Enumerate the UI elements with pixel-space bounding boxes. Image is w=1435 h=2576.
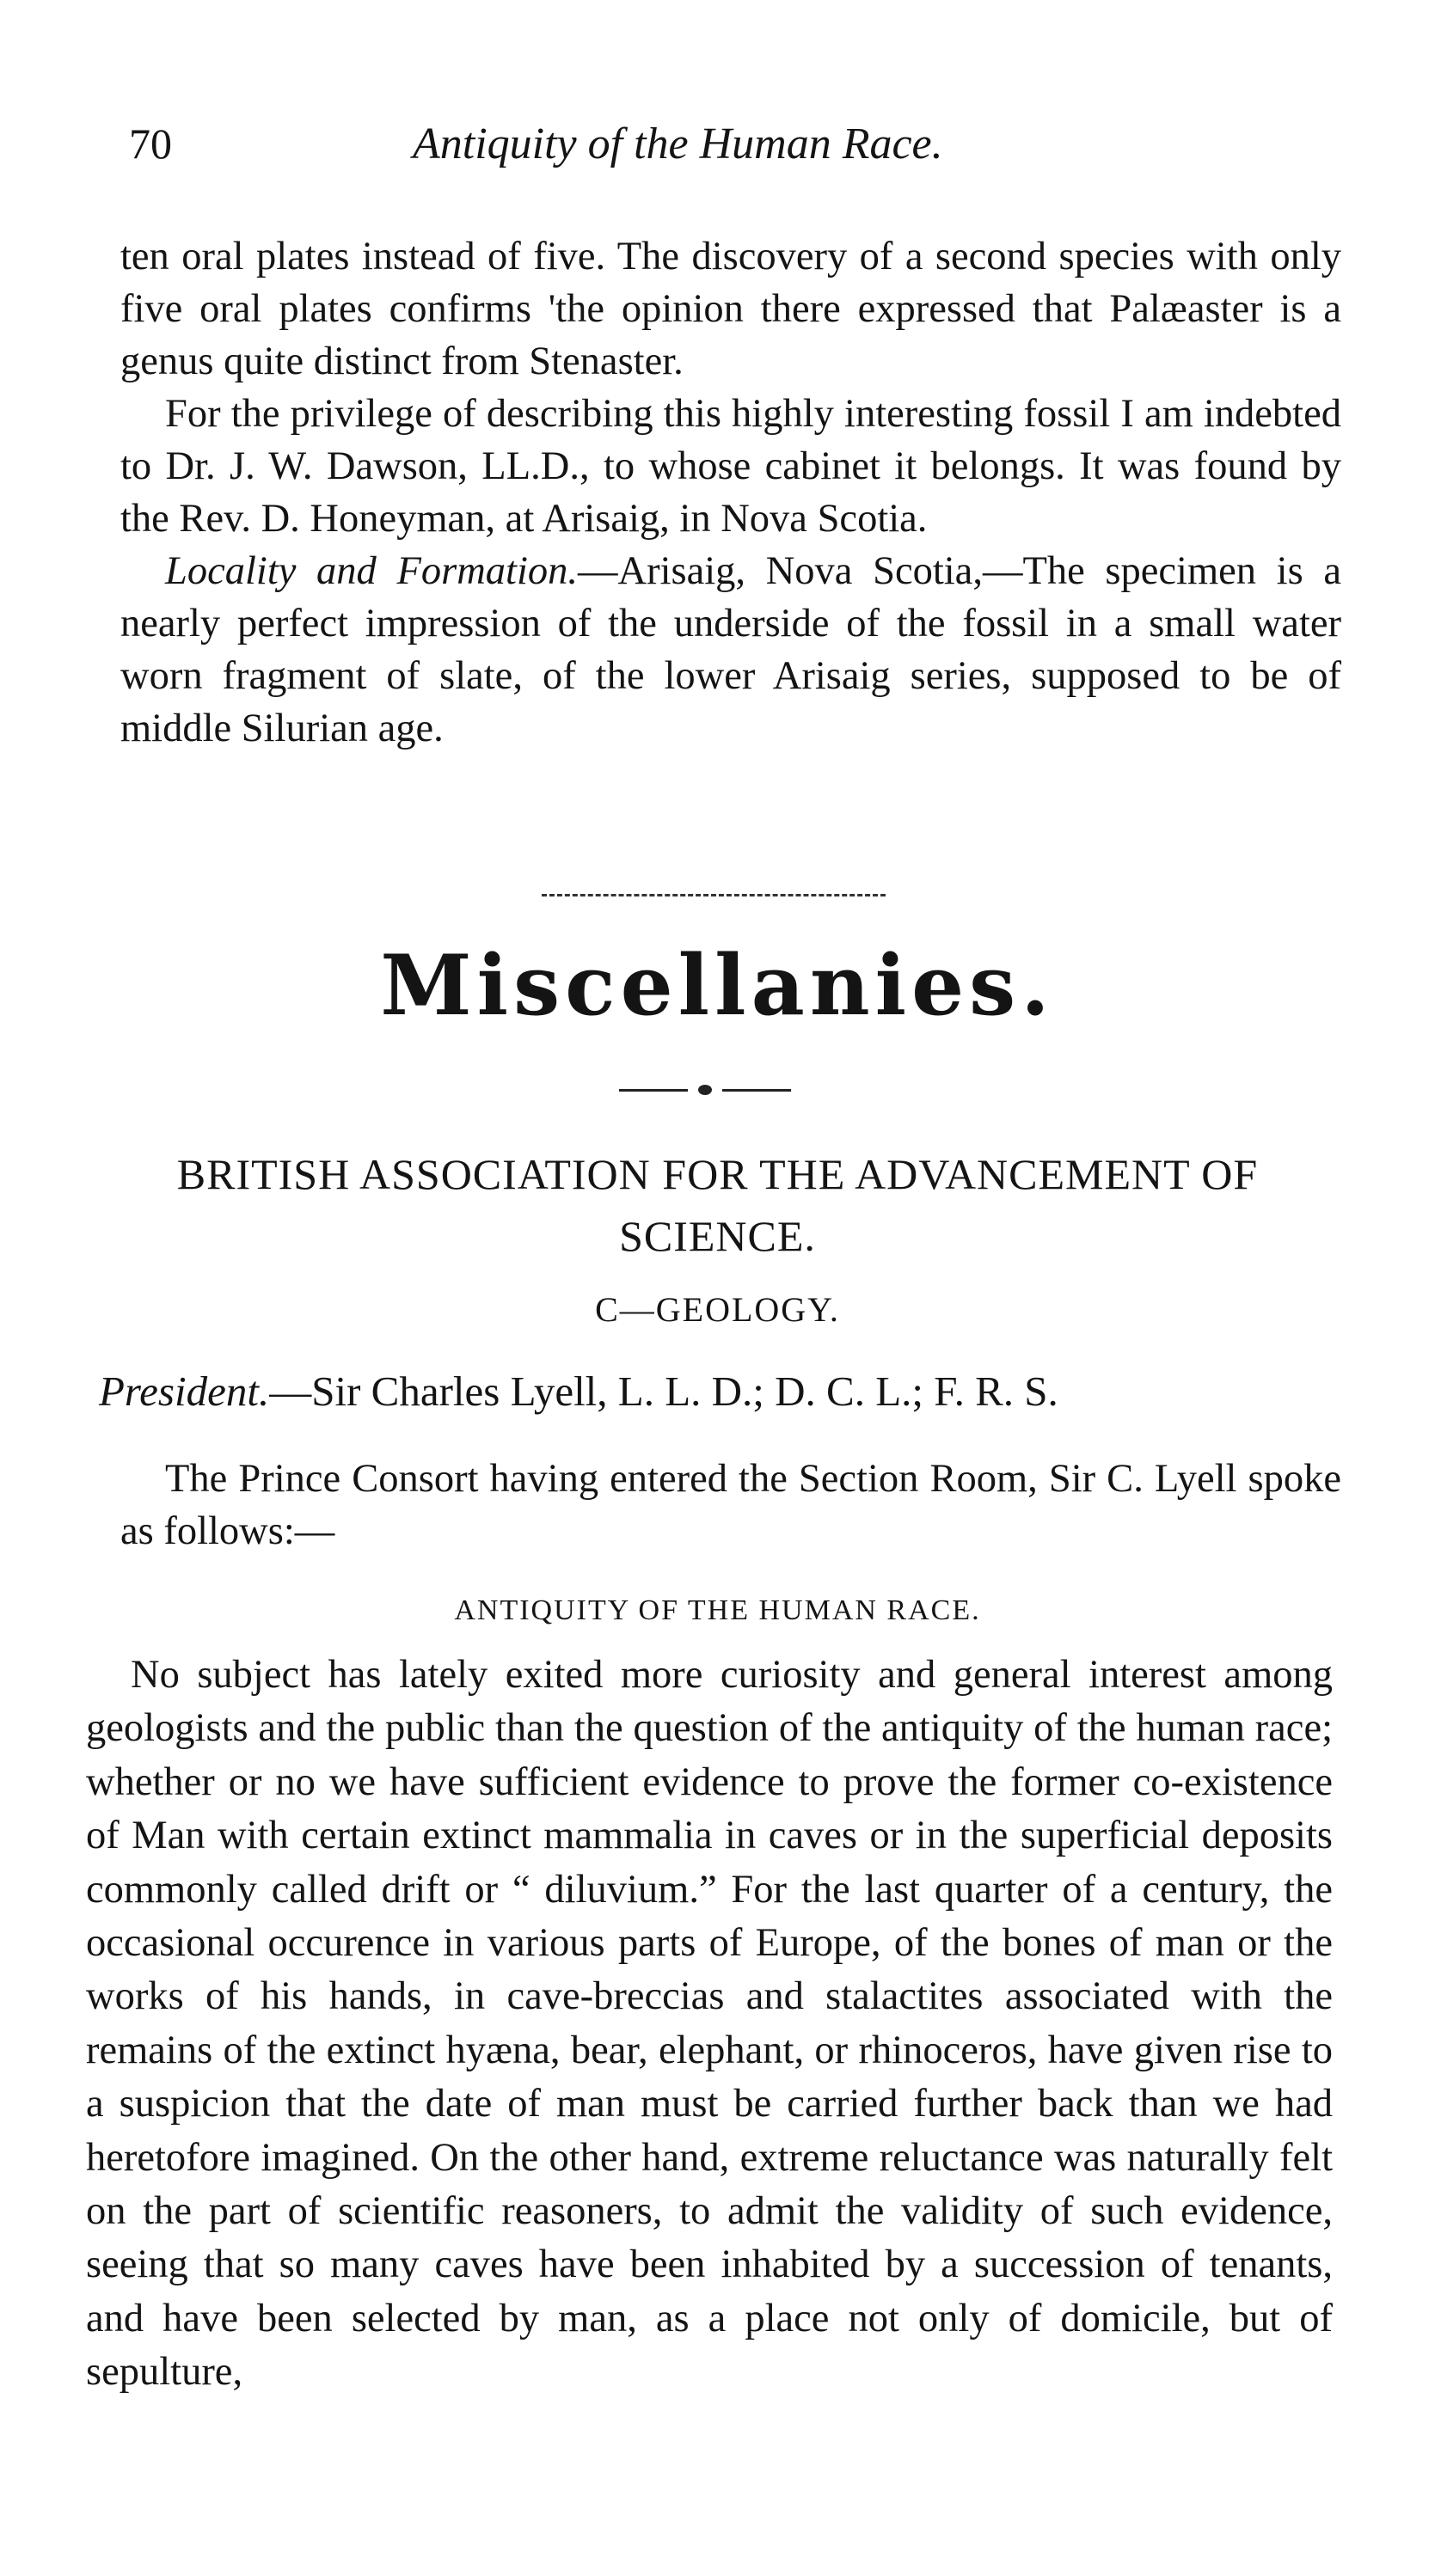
- locality-label: Locality and Formation.: [165, 549, 579, 593]
- lecture-heading: ANTIQUITY OF THE HUMAN RACE.: [454, 1594, 981, 1626]
- page-number: 70: [129, 119, 172, 168]
- article-title: BRITISH ASSOCIATION FOR THE ADVANCEMENT OF SCIENCE.: [176, 1150, 1259, 1260]
- paragraph: No subject has lately exited more curiosity and general interest among geologists and the public than the question of the antiquity of the human race; whether or no we have sufficient evidence to prove the former co-existence of Man with certain extinct mammalia in caves or in the superficial deposits commonly called drift or “ diluvium.” For the last quarter of a century, the occasional occurence in various parts of Europe, of the bones of man or the works of his hands, in cave-breccias and stalactites associated with the remains of the extinct hyæna, bear, elephant, or rhinoceros, have given rise to a suspicion that the date of man must be carried further back than we had heretofore imagined. On the other hand, extreme reluctance was naturally felt on the part of scientific reasoners, to admit the validity of such evidence, seeing that so many caves have been inhabited by a succession of tenants, and have been selected by man, as a place not only of domicile, but of sepulture,: [86, 1653, 1333, 2395]
- paragraph: ten oral plates instead of five. The discovery of a second species with only five oral plates confirms 'the opinion there expressed that Palæaster is a genus quite distinct from Stenaster.: [120, 235, 1341, 383]
- president-text: —Sir Charles Lyell, L. L. D.; D. C. L.; F. R. S.: [269, 1368, 1058, 1415]
- lecture-text: [86, 1649, 1333, 2400]
- locality-text: —Arisaig, Nova Scotia,—The specimen is a nearly perfect impression of the underside of the fossil in a small water worn fragment of slate, of the lower Arisaig series, supposed to be of middle Silurian age.: [120, 549, 1341, 750]
- ornament-line-right: [722, 1089, 791, 1092]
- page-header: [129, 119, 1333, 187]
- ornament-divider: [619, 1085, 791, 1095]
- paragraph-locality: [120, 545, 1341, 755]
- intro-text: [120, 1453, 1341, 1557]
- paragraph: The Prince Consort having entered the Section Room, Sir C. Lyell spoke as follows:—: [120, 1457, 1341, 1553]
- section-divider: [542, 894, 886, 896]
- ornament-line-left: [619, 1089, 688, 1092]
- fossil-description-text: [120, 230, 1341, 755]
- paragraph: For the privilege of describing this highly interesting fossil I am indebted to Dr. J. W. Dawson, LL.D., to whose cabinet it belongs. It was found by the Rev. D. Honeyman, at Arisaig, in Nova Scotia.: [120, 392, 1341, 541]
- running-title: Antiquity of the Human Race.: [413, 119, 943, 168]
- section-heading: Miscellanies.: [380, 937, 1055, 1034]
- article-subheading: C—GEOLOGY.: [595, 1290, 840, 1329]
- president-line: [99, 1367, 1346, 1416]
- ornament-center: [698, 1085, 712, 1095]
- president-label: President.: [99, 1368, 270, 1415]
